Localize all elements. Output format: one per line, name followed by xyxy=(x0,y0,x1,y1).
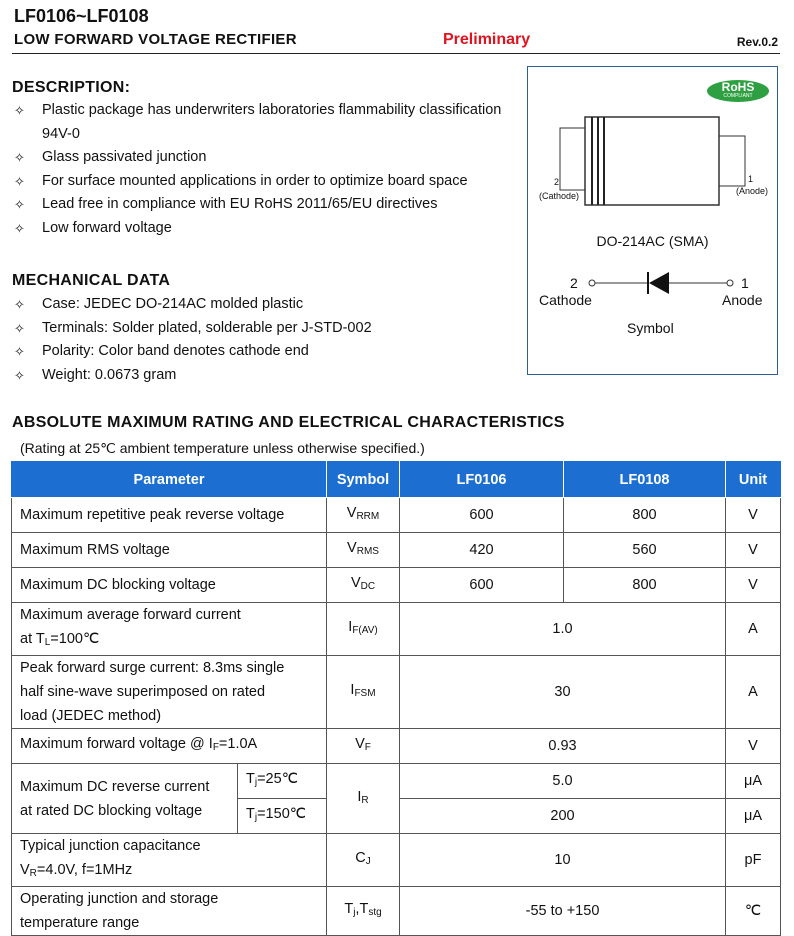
unit-cell: V xyxy=(726,533,781,568)
unit-cell: V xyxy=(726,498,781,533)
symbol-cell: $V_F$ xyxy=(327,729,400,764)
column-header-unit: Unit xyxy=(726,462,781,498)
param-cell: Peak forward surge current: 8.3ms single half sine-wave superimposed on rated load (JEDEC method) xyxy=(12,656,327,729)
list-item: ✧ Polarity: Color band denotes cathode end xyxy=(12,340,522,364)
value-cell: 200 xyxy=(400,799,726,834)
value-cell: 420 xyxy=(400,533,564,568)
table-row xyxy=(12,603,781,656)
table-row xyxy=(12,729,781,764)
unit-cell: μA xyxy=(726,799,781,834)
unit-cell: μA xyxy=(726,764,781,799)
bullet-icon: ✧ xyxy=(14,344,25,359)
rohs-badge: RoHS COMPLIANT xyxy=(707,80,769,102)
symbol-cell: $T_j,T_{stg}$ xyxy=(327,887,400,936)
document-subtitle: LOW FORWARD VOLTAGE RECTIFIER xyxy=(14,31,297,48)
symbol-cell: $V_{RMS}$ xyxy=(327,533,400,568)
value-cell: 800 xyxy=(564,498,726,533)
symbol-pin2-number: 2 xyxy=(570,275,578,291)
symbol-cell: $C_J$ xyxy=(327,834,400,887)
ratings-note: (Rating at 25℃ ambient temperature unless otherwise specified.) xyxy=(20,440,425,456)
symbol-cell: $V_{RRM}$ xyxy=(327,498,400,533)
description-list xyxy=(12,99,522,240)
bullet-icon: ✧ xyxy=(14,367,25,383)
revision-label: Rev.0.2 xyxy=(736,35,778,49)
bullet-icon: ✧ xyxy=(14,103,25,118)
value-cell: 30 xyxy=(400,656,726,729)
value-cell: 600 xyxy=(400,568,564,603)
value-cell: 600 xyxy=(400,498,564,533)
param-cell: Typical junction capacitance $V_R=4.0V$, f=1MHz xyxy=(12,834,327,887)
table-row xyxy=(12,498,781,533)
pin2-label: (Cathode) xyxy=(539,191,580,201)
column-header-parameter: Parameter xyxy=(12,462,327,498)
anode-terminal xyxy=(716,136,745,186)
param-cell: Maximum average forward current at $T_L=100℃$ xyxy=(12,603,327,656)
condition-cell: $T_j=150℃$ xyxy=(238,799,327,834)
preliminary-label: Preliminary xyxy=(443,31,531,48)
unit-cell: V xyxy=(726,568,781,603)
table-row xyxy=(12,533,781,568)
symbol-cell: $I_{FSM}$ xyxy=(327,656,400,729)
symbol-cell: $I_{F(AV)}$ xyxy=(327,603,400,656)
package-name: DO-214AC (SMA) xyxy=(596,233,709,249)
param-cell: Maximum DC reverse current at rated DC blocking voltage xyxy=(12,764,238,834)
bullet-icon: ✧ xyxy=(14,197,25,212)
table-row xyxy=(12,834,781,887)
bullet-icon: ✧ xyxy=(14,220,25,236)
value-cell: 560 xyxy=(564,533,726,568)
table-header-row xyxy=(12,462,781,498)
value-cell: 5.0 xyxy=(400,764,726,799)
column-header-symbol: Symbol xyxy=(327,462,400,498)
table-row xyxy=(12,764,781,799)
ratings-heading: ABSOLUTE MAXIMUM RATING AND ELECTRICAL CHARACTERISTICS xyxy=(12,414,565,431)
condition-cell: $T_j=25℃$ xyxy=(238,764,327,799)
table-row xyxy=(12,887,781,936)
list-item: ✧ Lead free in compliance with EU RoHS 2011/65/EU directives xyxy=(12,193,522,217)
table-row xyxy=(12,656,781,729)
ratings-table-body xyxy=(11,461,781,936)
param-cell: Maximum forward voltage @ $I_F=1.0A$ xyxy=(12,729,327,764)
list-item: ✧ For surface mounted applications in order to optimize board space xyxy=(12,170,522,194)
pin2-number: 2 xyxy=(554,177,560,187)
value-cell: 800 xyxy=(564,568,726,603)
list-item: ✧ Case: JEDEC DO-214AC molded plastic xyxy=(12,293,522,317)
unit-cell: A xyxy=(726,656,781,729)
list-item: ✧ Terminals: Solder plated, solderable per J-STD-002 xyxy=(12,317,522,341)
document-title: LF0106~LF0108 xyxy=(14,6,149,26)
unit-cell: ℃ xyxy=(726,887,781,936)
symbol-caption: Symbol xyxy=(627,320,674,336)
bullet-icon: ✧ xyxy=(14,297,25,312)
param-cell: Maximum RMS voltage xyxy=(12,533,327,568)
bullet-icon: ✧ xyxy=(14,320,25,336)
package-body xyxy=(585,117,719,205)
symbol-pin1-number: 1 xyxy=(741,275,749,291)
diode-triangle xyxy=(649,272,669,294)
value-cell: 10 xyxy=(400,834,726,887)
column-header-lf0108: LF0108 xyxy=(564,462,726,498)
unit-cell: A xyxy=(726,603,781,656)
param-cell: Maximum repetitive peak reverse voltage xyxy=(12,498,327,533)
bullet-icon: ✧ xyxy=(14,150,25,165)
bullet-icon: ✧ xyxy=(14,173,25,189)
table-row xyxy=(12,568,781,603)
value-cell: -55 to +150 xyxy=(400,887,726,936)
pin1-number: 1 xyxy=(748,174,754,184)
symbol-cathode-label: Cathode xyxy=(539,292,592,308)
symbol-anode-label: Anode xyxy=(722,292,763,308)
value-cell: 1.0 xyxy=(400,603,726,656)
list-item: ✧ Glass passivated junction xyxy=(12,146,522,170)
value-cell: 0.93 xyxy=(400,729,726,764)
header-divider xyxy=(12,53,780,54)
symbol-cell: $I_R$ xyxy=(327,764,400,834)
list-item: ✧ Plastic package has underwriters laboratories flammability classification 94V-0 xyxy=(12,99,522,146)
mechanical-list xyxy=(12,293,522,387)
unit-cell: V xyxy=(726,729,781,764)
cathode-terminal xyxy=(560,128,588,190)
mechanical-heading: MECHANICAL DATA xyxy=(12,272,171,289)
column-header-lf0106: LF0106 xyxy=(400,462,564,498)
description-heading: DESCRIPTION: xyxy=(12,79,131,96)
list-item: ✧ Weight: 0.0673 gram xyxy=(12,364,522,388)
symbol-cell: $V_{DC}$ xyxy=(327,568,400,603)
param-cell: Operating junction and storage temperature range xyxy=(12,887,327,936)
unit-cell: pF xyxy=(726,834,781,887)
param-cell: Maximum DC blocking voltage xyxy=(12,568,327,603)
pin1-label: (Anode) xyxy=(736,186,769,196)
list-item: ✧ Low forward voltage xyxy=(12,217,522,241)
